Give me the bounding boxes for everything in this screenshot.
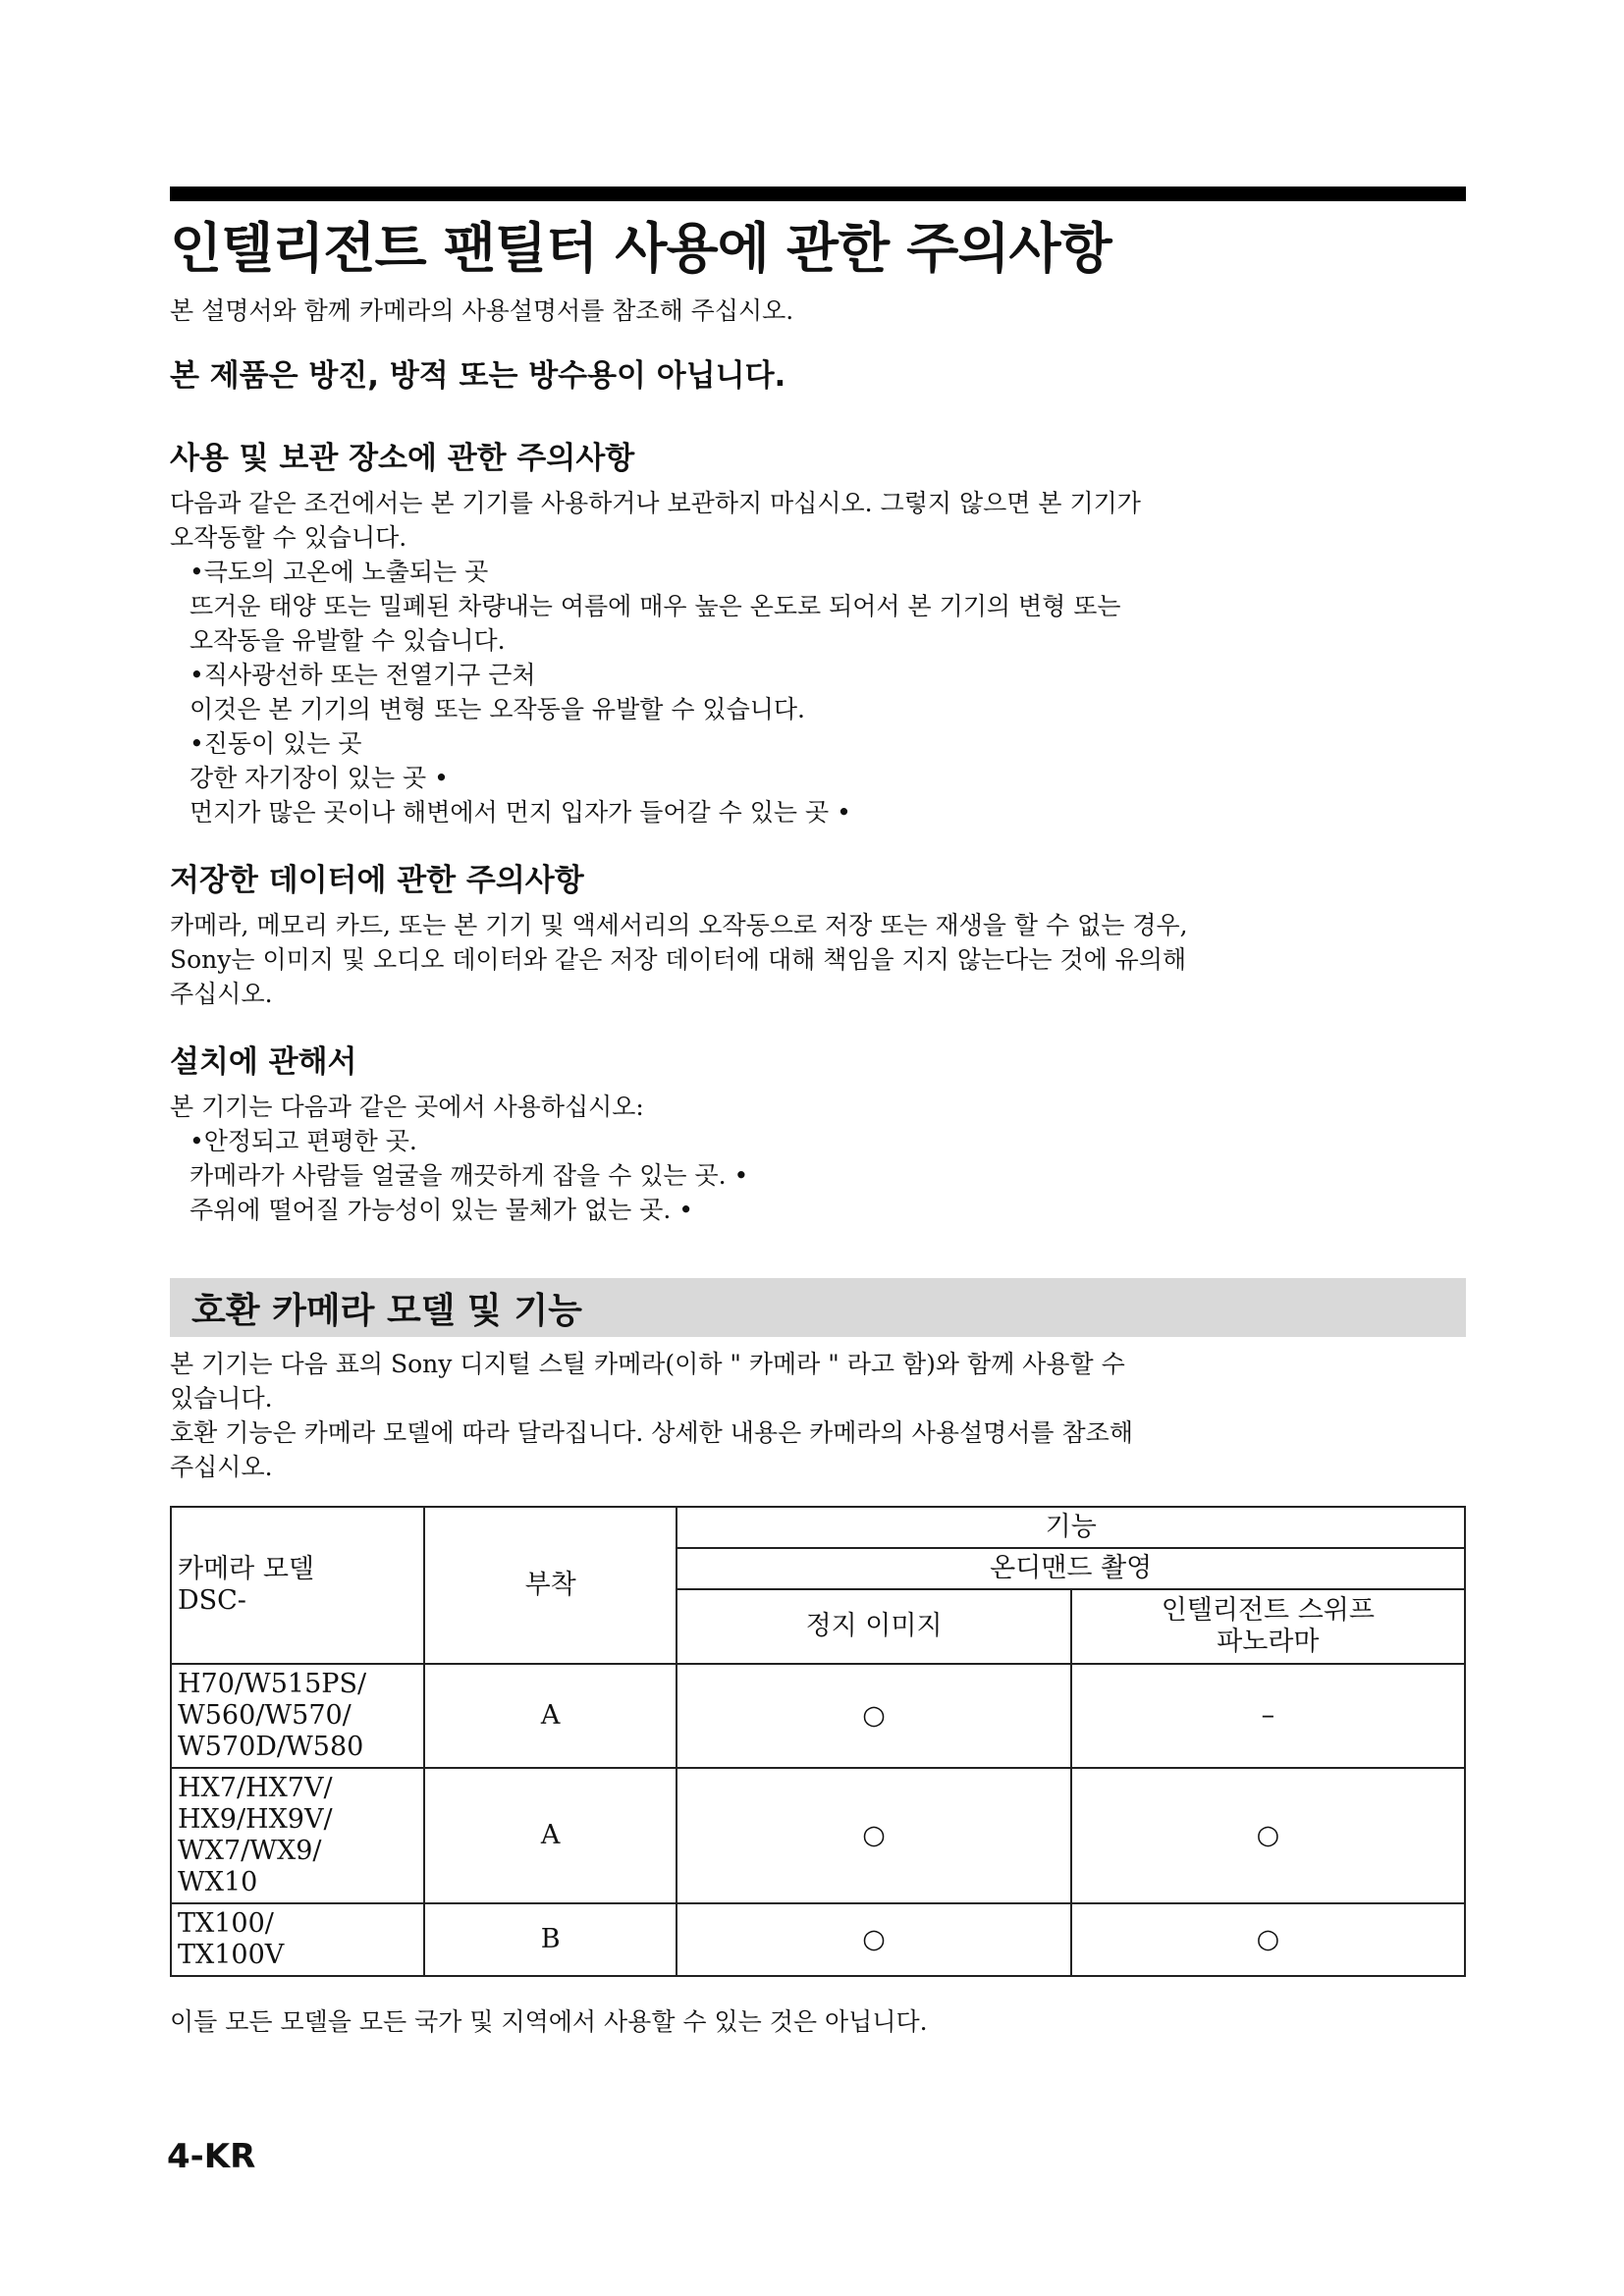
bullet-item: 강한 자기장이 있는 곳 • bbox=[189, 764, 449, 792]
text-line: 있습니다. bbox=[170, 1384, 273, 1413]
section-stored-data bbox=[170, 859, 1466, 1011]
bullet-item: •극도의 고온에 노출되는 곳 bbox=[189, 558, 489, 586]
model-line: WX7/WX9/ bbox=[178, 1836, 322, 1866]
text-line: 호환 기능은 카메라 모델에 따라 달라집니다. 상세한 내용은 카메라의 사용설명서를 참조해 bbox=[170, 1418, 1133, 1447]
compatibility-table bbox=[170, 1506, 1466, 1977]
section-usage-storage bbox=[170, 437, 1466, 829]
bullet-item: •직사광선하 또는 전열기구 근처 bbox=[189, 661, 536, 689]
model-line: H70/W515PS/ bbox=[178, 1669, 367, 1699]
table-row bbox=[171, 1768, 1465, 1903]
attach-cell: B bbox=[424, 1903, 677, 1976]
text-line: 본 기기는 다음과 같은 곳에서 사용하십시오: bbox=[170, 1093, 644, 1121]
table-row bbox=[171, 1664, 1465, 1768]
text-line: 주십시오. bbox=[170, 980, 273, 1008]
still-cell: ○ bbox=[677, 1903, 1070, 1976]
header-camera-model bbox=[171, 1507, 424, 1664]
header-camera-model-line: DSC- bbox=[178, 1585, 246, 1616]
model-line: W560/W570/ bbox=[178, 1700, 352, 1731]
section-heading: 사용 및 보관 장소에 관한 주의사항 bbox=[170, 441, 635, 476]
bullet-item: 먼지가 많은 곳이나 해변에서 먼지 입자가 들어갈 수 있는 곳 • bbox=[189, 798, 851, 827]
stored-data-lines bbox=[170, 908, 1466, 1011]
model-line: W570D/W580 bbox=[178, 1732, 364, 1762]
model-cell bbox=[171, 1903, 424, 1976]
bullet-item: 주위에 떨어질 가능성이 있는 물체가 없는 곳. • bbox=[189, 1196, 694, 1224]
model-line: HX9/HX9V/ bbox=[178, 1804, 333, 1835]
section-heading: 설치에 관해서 bbox=[170, 1044, 357, 1080]
text-line: Sony는 이미지 및 오디오 데이터와 같은 저장 데이터에 대해 책임을 지지 않는다는 것에 유의해 bbox=[170, 945, 1187, 974]
attach-cell: A bbox=[424, 1664, 677, 1768]
compat-section-heading: 호환 카메라 모델 및 기능 bbox=[170, 1278, 1466, 1337]
sweep-cell: ○ bbox=[1071, 1768, 1465, 1903]
header-camera-model-line: 카메라 모델 bbox=[178, 1554, 314, 1584]
bullet-item: •안정되고 편평한 곳. bbox=[189, 1127, 417, 1155]
header-sweep-panorama bbox=[1071, 1589, 1465, 1664]
top-rule bbox=[170, 187, 1466, 201]
bullet-item: 카메라가 사람들 얼굴을 깨끗하게 잡을 수 있는 곳. • bbox=[189, 1161, 749, 1190]
header-on-demand: 온디맨드 촬영 bbox=[677, 1548, 1465, 1589]
model-line: WX10 bbox=[178, 1867, 258, 1897]
header-sweep-line: 인텔리전트 스위프 bbox=[1161, 1595, 1375, 1626]
section-heading: 저장한 데이터에 관한 주의사항 bbox=[170, 863, 584, 898]
text-line: 주십시오. bbox=[170, 1453, 273, 1481]
bullet-item: •진동이 있는 곳 bbox=[189, 729, 362, 758]
table-row bbox=[171, 1903, 1465, 1976]
still-cell: ○ bbox=[677, 1664, 1070, 1768]
page-title: 인텔리전트 팬틸터 사용에 관한 주의사항 bbox=[170, 217, 1111, 280]
sweep-cell: ○ bbox=[1071, 1903, 1465, 1976]
text-line: 오작동할 수 있습니다. bbox=[170, 523, 407, 552]
installation-lines bbox=[170, 1090, 1466, 1227]
text-line: 이것은 본 기기의 변형 또는 오작동을 유발할 수 있습니다. bbox=[189, 695, 805, 723]
model-line: TX100V bbox=[178, 1940, 285, 1970]
attach-cell: A bbox=[424, 1768, 677, 1903]
intro-text: 본 설명서와 함께 카메라의 사용설명서를 참조해 주십시오. bbox=[170, 296, 794, 325]
header-sweep-line: 파노라마 bbox=[1217, 1627, 1320, 1657]
text-line: 오작동을 유발할 수 있습니다. bbox=[189, 626, 506, 655]
model-line: TX100/ bbox=[178, 1908, 274, 1939]
model-cell bbox=[171, 1664, 424, 1768]
text-line: 뜨거운 태양 또는 밀폐된 차량내는 여름에 매우 높은 온도로 되어서 본 기기의 변형 또는 bbox=[189, 592, 1121, 620]
section-installation bbox=[170, 1041, 1466, 1227]
page-content bbox=[170, 187, 1466, 2040]
warning-text: 본 제품은 방진, 방적 또는 방수용이 아닙니다. bbox=[170, 358, 786, 394]
sweep-cell: – bbox=[1071, 1664, 1465, 1768]
still-cell: ○ bbox=[677, 1768, 1070, 1903]
page-number: 4-KR bbox=[167, 2137, 256, 2176]
compat-intro-lines bbox=[170, 1347, 1466, 1484]
text-line: 카메라, 메모리 카드, 또는 본 기기 및 액세서리의 오작동으로 저장 또는 재생을 할 수 없는 경우, bbox=[170, 911, 1188, 939]
model-line: HX7/HX7V/ bbox=[178, 1773, 333, 1803]
header-still-image: 정지 이미지 bbox=[677, 1589, 1070, 1664]
header-attachment: 부착 bbox=[424, 1507, 677, 1664]
usage-lines bbox=[170, 486, 1466, 829]
text-line: 본 기기는 다음 표의 Sony 디지털 스틸 카메라(이하 " 카메라 " 라고 함)와 함께 사용할 수 bbox=[170, 1350, 1125, 1378]
compat-footnote: 이들 모든 모델을 모든 국가 및 지역에서 사용할 수 있는 것은 아닙니다. bbox=[170, 2007, 928, 2036]
header-function: 기능 bbox=[677, 1507, 1465, 1548]
text-line: 다음과 같은 조건에서는 본 기기를 사용하거나 보관하지 마십시오. 그렇지 않으면 본 기기가 bbox=[170, 489, 1141, 517]
model-cell bbox=[171, 1768, 424, 1903]
